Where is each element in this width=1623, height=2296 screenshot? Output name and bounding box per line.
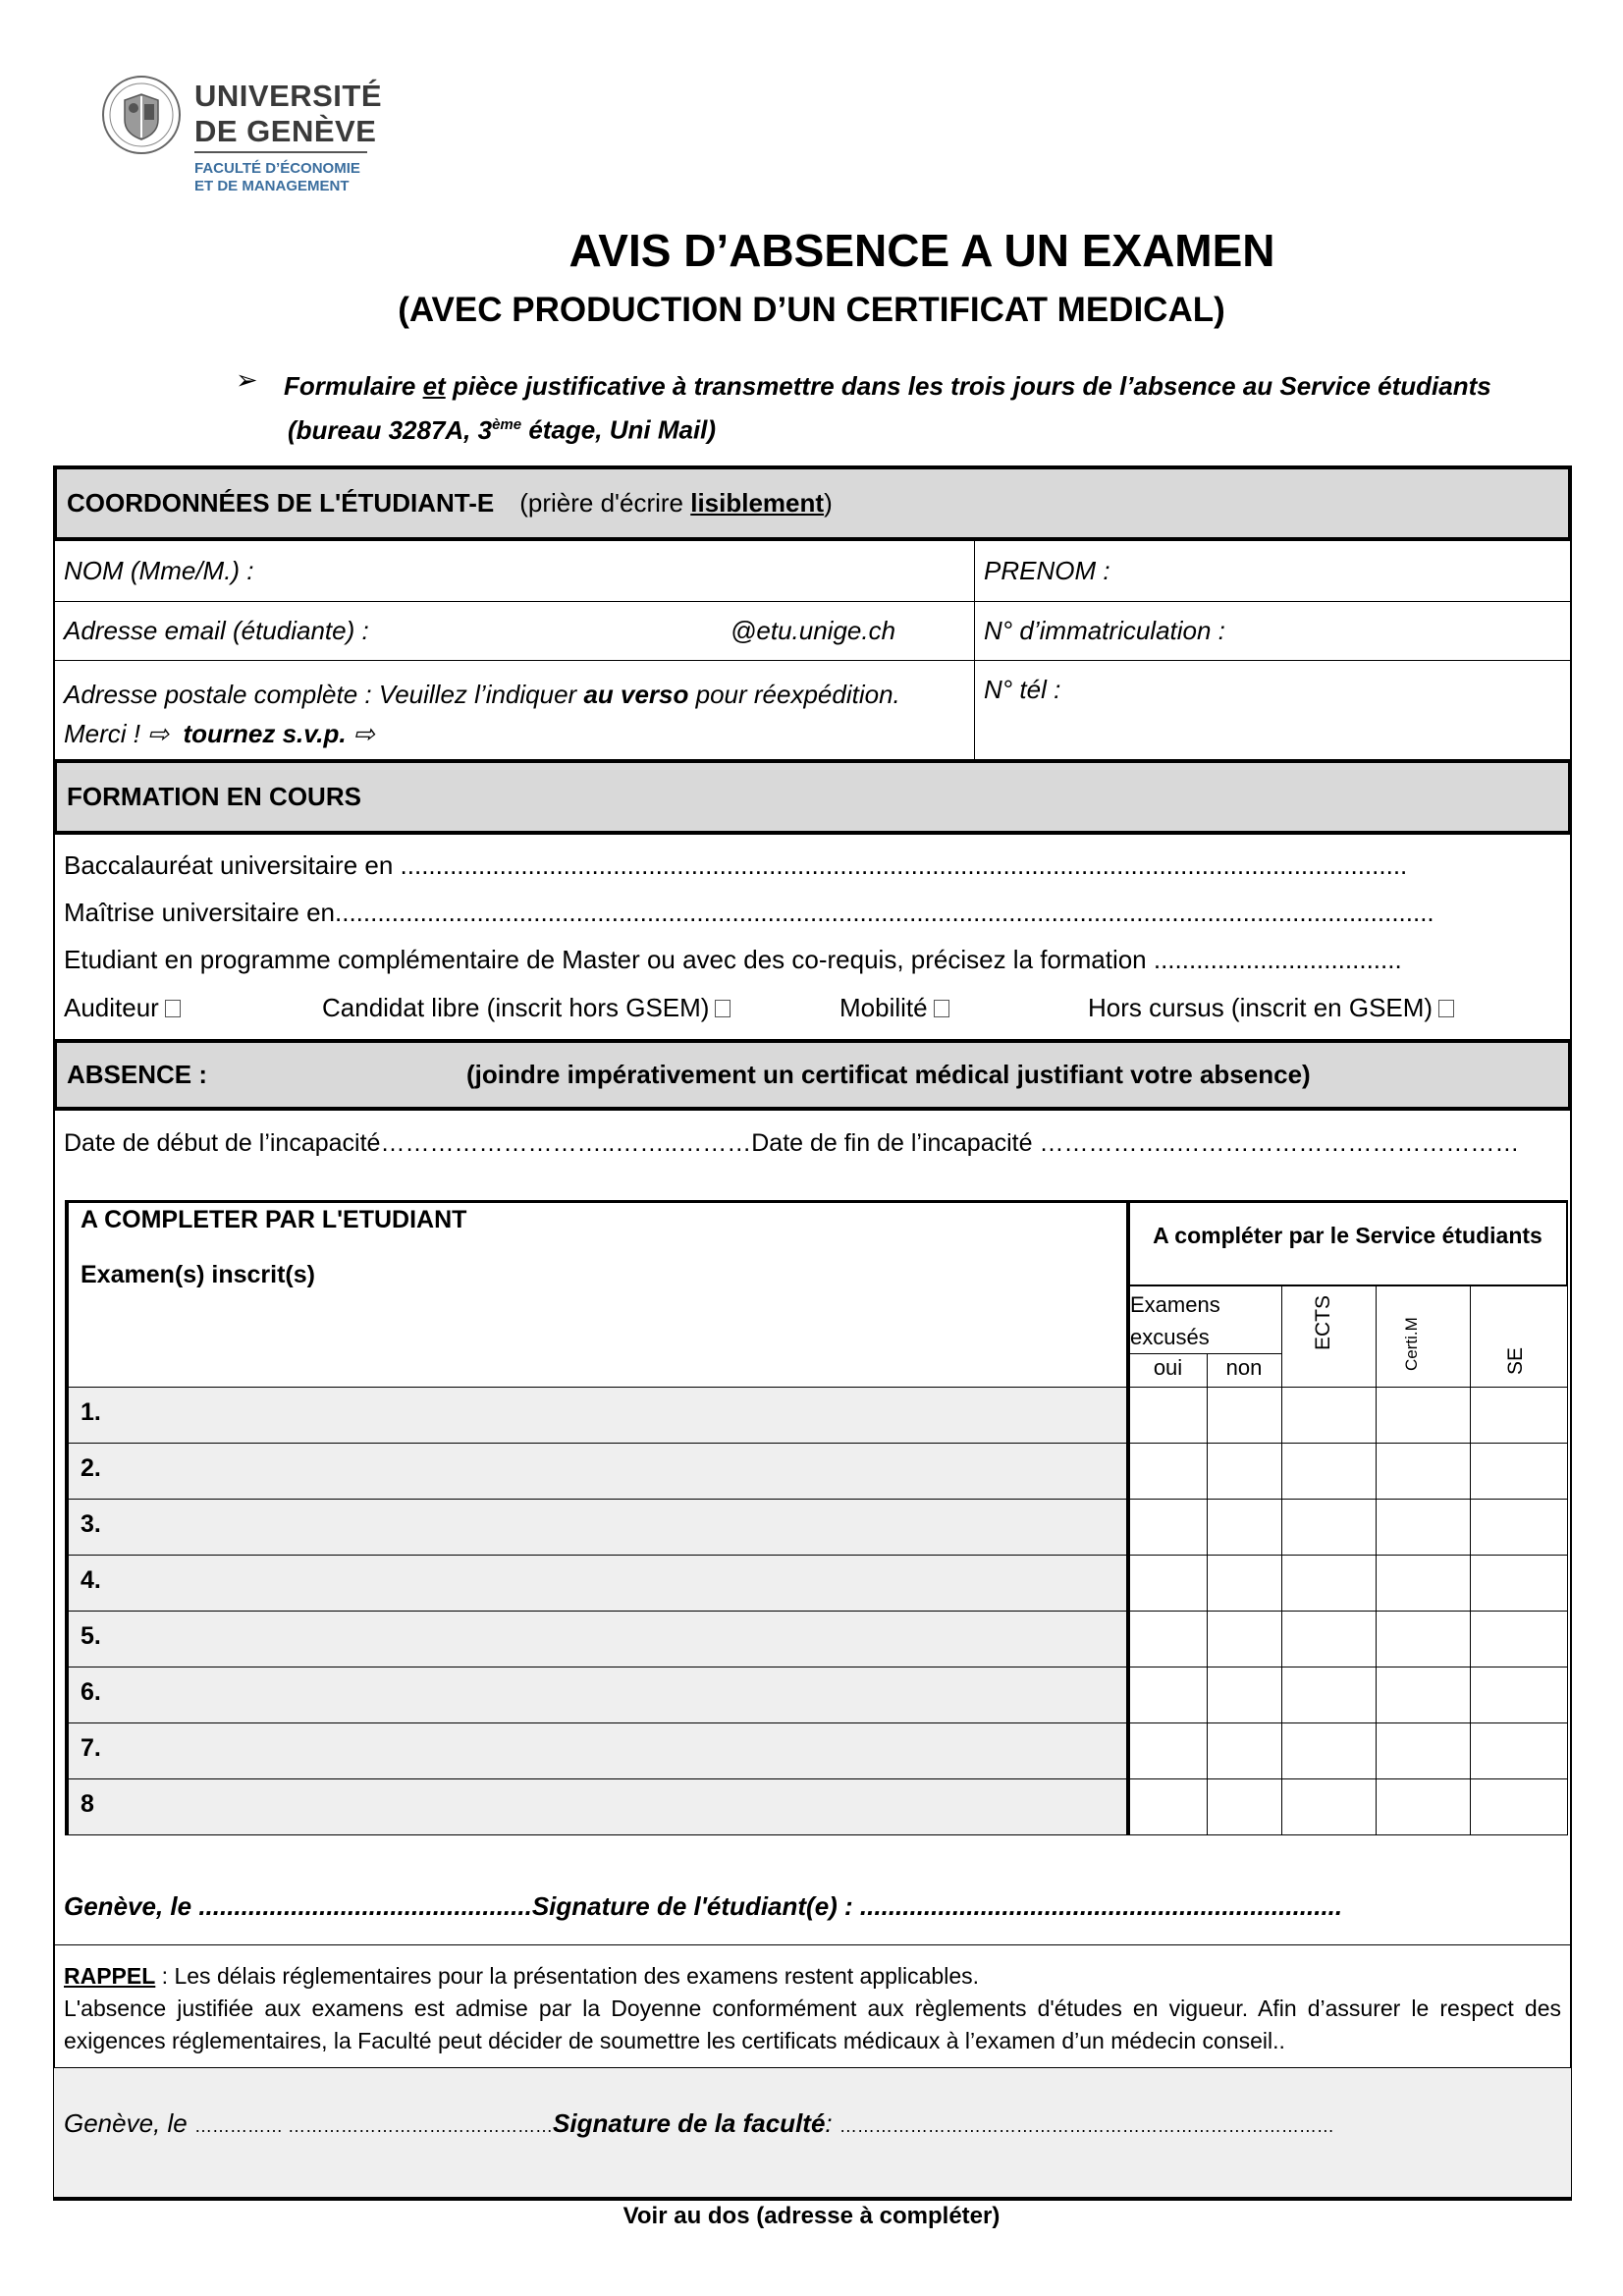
student-section-head: A COMPLETER PAR L'ETUDIANT xyxy=(81,1206,467,1233)
table-border xyxy=(65,1200,1568,1203)
row-divider xyxy=(65,1443,1568,1444)
student-section-sub: Examen(s) inscrit(s) xyxy=(81,1261,315,1288)
logo-divider xyxy=(194,151,367,153)
field-bachelor[interactable]: Baccalauréat universitaire en .............................................................................................................................................. xyxy=(64,850,1408,880)
exam-row-number: 1. xyxy=(81,1398,101,1426)
exam-row[interactable] xyxy=(69,1778,1126,1834)
oui-head: oui xyxy=(1153,1355,1183,1380)
exam-row-number: 7. xyxy=(81,1734,101,1762)
column-divider xyxy=(974,541,975,759)
row-divider xyxy=(65,1834,1568,1835)
exam-row-number: 8 xyxy=(81,1790,94,1818)
row-divider xyxy=(65,1499,1568,1500)
exam-row[interactable] xyxy=(69,1667,1126,1722)
section-header-coordinates: COORDONNÉES DE L'ÉTUDIANT-E (prière d'écrire lisiblement) xyxy=(53,465,1572,541)
faculty-name-line2: ET DE MANAGEMENT xyxy=(194,178,350,194)
exam-row-number: 3. xyxy=(81,1510,101,1538)
section-header-absence: ABSENCE : (joindre impérativement un certificat médical justifiant votre absence) xyxy=(53,1039,1572,1111)
service-section-head: A compléter par le Service étudiants xyxy=(1153,1223,1542,1248)
row-divider xyxy=(65,1611,1568,1612)
divider xyxy=(1130,1353,1281,1354)
university-name-line2: DE GENÈVE xyxy=(194,114,377,148)
frame-bottom xyxy=(53,2197,1572,2201)
field-incapacity-dates[interactable]: Date de début de l’incapacité………………………..……..………Date de fin de l’incapacité ……………..…………………………………… xyxy=(64,1129,1520,1157)
exam-row[interactable] xyxy=(69,1387,1126,1443)
exam-row-number: 6. xyxy=(81,1678,101,1706)
field-nom[interactable]: NOM (Mme/M.) : xyxy=(64,556,254,585)
divider xyxy=(54,601,1571,602)
field-matricule[interactable]: N° d’immatriculation : xyxy=(984,616,1225,645)
rappel-note: RAPPEL : Les délais réglementaires pour la présentation des examens restent applicables. L'absence justifiée aux examens est admise par la Doyenne conformément aux règlements d'études en vigueur. Afin d’assurer le respect des exigences réglementaires, la Faculté peut décider de soumettre les certificats médicaux à l’examen d’un médecin conseil.. xyxy=(64,1963,1561,2053)
ects-head-cell xyxy=(1282,1286,1377,1383)
row-divider xyxy=(65,1387,1568,1388)
field-email[interactable]: Adresse email (étudiante) : xyxy=(64,616,369,645)
checkbox[interactable] xyxy=(165,1000,181,1017)
exam-row[interactable] xyxy=(69,1722,1126,1778)
table-border xyxy=(1566,1200,1568,1286)
faculty-signature-line[interactable]: Genève, le …………… ………………………………………Signature de la faculté: ………………………………………………………………………… xyxy=(64,2108,1334,2138)
row-divider xyxy=(65,1778,1568,1779)
option-mobilite[interactable]: Mobilité xyxy=(839,993,949,1023)
section-header-formation: FORMATION EN COURS xyxy=(53,759,1572,835)
exam-row-number: 2. xyxy=(81,1454,101,1482)
excused-head: Examens excusés xyxy=(1130,1292,1220,1349)
row-divider xyxy=(65,1555,1568,1556)
arrow-right-icon: ⇨ xyxy=(352,719,375,748)
column-divider xyxy=(1207,1353,1208,1834)
divider xyxy=(54,1944,1571,1945)
field-complementary[interactable]: Etudiant en programme complémentaire de Master ou avec des co-requis, précisez la formation ................................... xyxy=(64,945,1402,974)
row-divider xyxy=(65,1722,1568,1723)
option-auditeur[interactable]: Auditeur xyxy=(64,993,181,1023)
email-domain: @etu.unige.ch xyxy=(730,616,896,645)
exam-row[interactable] xyxy=(69,1443,1126,1499)
se-head: SE xyxy=(1504,1346,1527,1375)
checkbox[interactable] xyxy=(934,1000,949,1017)
exam-row[interactable] xyxy=(69,1611,1126,1667)
page-subtitle: (AVEC PRODUCTION D’UN CERTIFICAT MEDICAL) xyxy=(398,291,1225,329)
checkbox[interactable] xyxy=(1438,1000,1454,1017)
column-divider xyxy=(1470,1286,1471,1834)
non-head: non xyxy=(1225,1355,1263,1380)
exam-row-number: 5. xyxy=(81,1622,101,1650)
divider xyxy=(54,2067,1571,2068)
ects-head: ECTS xyxy=(1312,1294,1334,1350)
table-border xyxy=(1567,1286,1568,1834)
student-signature-line[interactable]: Genève, le ...............................................Signature de l'étudiant(e) : .................................................................... xyxy=(64,1891,1343,1921)
field-prenom[interactable]: PRENOM : xyxy=(984,556,1110,585)
column-divider xyxy=(1376,1286,1377,1834)
checkbox[interactable] xyxy=(715,1000,730,1017)
field-tel[interactable]: N° tél : xyxy=(984,675,1061,704)
faculty-name-line1: FACULTÉ D’ÉCONOMIE xyxy=(194,160,360,177)
instructions: Formulaire et pièce justificative à transmettre dans les trois jours de l’absence au Service étudiants (bureau 3287A, 3ème étage, Uni Mail) xyxy=(284,371,1491,445)
exam-row[interactable] xyxy=(69,1555,1126,1611)
certi-head-cell xyxy=(1377,1286,1471,1383)
faculty-name xyxy=(194,160,360,195)
column-divider xyxy=(1281,1286,1282,1834)
university-name-line1: UNIVERSITÉ xyxy=(194,79,383,113)
university-name xyxy=(194,79,382,149)
option-candidat-libre[interactable]: Candidat libre (inscrit hors GSEM) xyxy=(322,993,730,1023)
field-postal-address[interactable]: Adresse postale complète : Veuillez l’indiquer au verso pour réexpédition. Merci ! ⇨ tournez s.v.p. ⇨ xyxy=(64,680,900,748)
page-title: AVIS D’ABSENCE A UN EXAMEN xyxy=(568,225,1275,276)
se-head-cell xyxy=(1471,1286,1568,1383)
option-hors-cursus[interactable]: Hors cursus (inscrit en GSEM) xyxy=(1088,993,1454,1023)
certi-head: Certi.M xyxy=(1402,1317,1421,1371)
footer-note: Voir au dos (adresse à compléter) xyxy=(622,2203,1001,2229)
exam-row-number: 4. xyxy=(81,1566,101,1594)
exam-row[interactable] xyxy=(69,1499,1126,1555)
arrow-bullet-icon: ➢ xyxy=(236,365,258,395)
field-master[interactable]: Maîtrise universitaire en........................................................................................................................................................... xyxy=(64,898,1434,927)
university-seal-logo xyxy=(101,75,182,155)
divider xyxy=(54,660,1571,661)
arrow-right-icon: ⇨ xyxy=(147,719,170,748)
